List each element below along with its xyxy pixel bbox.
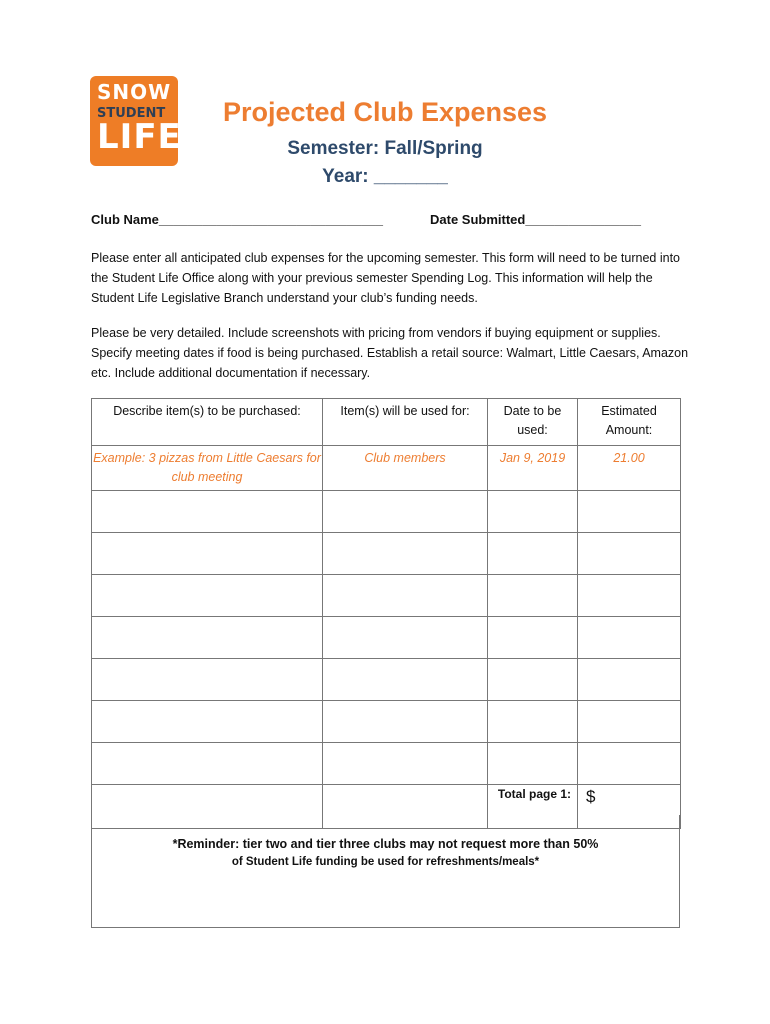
header-amount: Estimated Amount: (578, 399, 681, 446)
date-cell[interactable] (488, 533, 578, 575)
logo-line-student: STUDENT (97, 106, 166, 121)
date-cell[interactable] (488, 743, 578, 785)
used-for-cell[interactable] (323, 533, 488, 575)
describe-cell[interactable] (92, 659, 323, 701)
amount-cell[interactable] (578, 701, 681, 743)
example-amount: 21.00 (578, 446, 681, 491)
club-name-field[interactable]: Club Name_______________________________ (91, 212, 384, 227)
logo-line-life: LIFE (97, 117, 182, 157)
amount-cell[interactable] (578, 659, 681, 701)
table-row[interactable] (92, 701, 681, 743)
header-used-for: Item(s) will be used for: (323, 399, 488, 446)
table-header-row (92, 399, 681, 446)
table-row[interactable] (92, 491, 681, 533)
describe-cell[interactable] (92, 491, 323, 533)
reminder-line-1: *Reminder: tier two and tier three clubs may not request more than 50% (172, 837, 599, 851)
table-row[interactable] (92, 575, 681, 617)
expenses-table (91, 398, 681, 829)
date-cell[interactable] (488, 659, 578, 701)
logo-line-snow: SNOW (97, 80, 172, 104)
describe-cell[interactable] (92, 701, 323, 743)
example-describe: Example: 3 pizzas from Little Caesars for club meeting (92, 446, 323, 491)
amount-cell[interactable] (578, 617, 681, 659)
year-line: Year: _______ (322, 166, 448, 187)
used-for-cell[interactable] (323, 659, 488, 701)
date-cell[interactable] (488, 575, 578, 617)
reminder-box (91, 815, 680, 928)
header-date: Date to be used: (488, 399, 578, 446)
amount-cell[interactable] (578, 575, 681, 617)
date-submitted-field[interactable]: Date Submitted________________ (430, 212, 642, 227)
amount-cell[interactable] (578, 743, 681, 785)
date-cell[interactable] (488, 701, 578, 743)
used-for-cell[interactable] (323, 701, 488, 743)
table-row[interactable] (92, 659, 681, 701)
table-row[interactable] (92, 743, 681, 785)
describe-cell[interactable] (92, 533, 323, 575)
describe-cell[interactable] (92, 617, 323, 659)
instructions-paragraph-1: Please enter all anticipated club expenses for the upcoming semester. This form will need to be turned into the Student Life Office along with your previous semester Spending Log. This information will help the Student Life Legislative Branch understand your club’s funding needs. (91, 251, 680, 305)
amount-cell[interactable] (578, 533, 681, 575)
date-cell[interactable] (488, 491, 578, 533)
used-for-cell[interactable] (323, 575, 488, 617)
total-label: Total page 1: (488, 785, 578, 829)
example-date: Jan 9, 2019 (488, 446, 578, 491)
reminder-line-2: of Student Life funding be used for refreshments/meals* (231, 856, 540, 868)
used-for-cell[interactable] (323, 617, 488, 659)
semester-line: Semester: Fall/Spring (287, 138, 483, 159)
instructions-paragraph-2: Please be very detailed. Include screenshots with pricing from vendors if buying equipment or supplies. Specify meeting dates if food is being purchased. Establish a retail source: Walmart, Little Caesars, Amazon etc. Include additional documentation if necessary. (91, 326, 689, 380)
header-describe: Describe item(s) to be purchased: (92, 399, 323, 446)
date-cell[interactable] (488, 617, 578, 659)
page-title: Projected Club Expenses (222, 97, 548, 127)
describe-cell[interactable] (92, 743, 323, 785)
used-for-cell[interactable] (323, 491, 488, 533)
example-row (92, 446, 681, 491)
amount-cell[interactable] (578, 491, 681, 533)
describe-cell[interactable] (92, 575, 323, 617)
table-row[interactable] (92, 533, 681, 575)
example-used-for: Club members (323, 446, 488, 491)
table-row[interactable] (92, 617, 681, 659)
used-for-cell[interactable] (323, 743, 488, 785)
total-amount-field[interactable]: $ (578, 785, 681, 829)
